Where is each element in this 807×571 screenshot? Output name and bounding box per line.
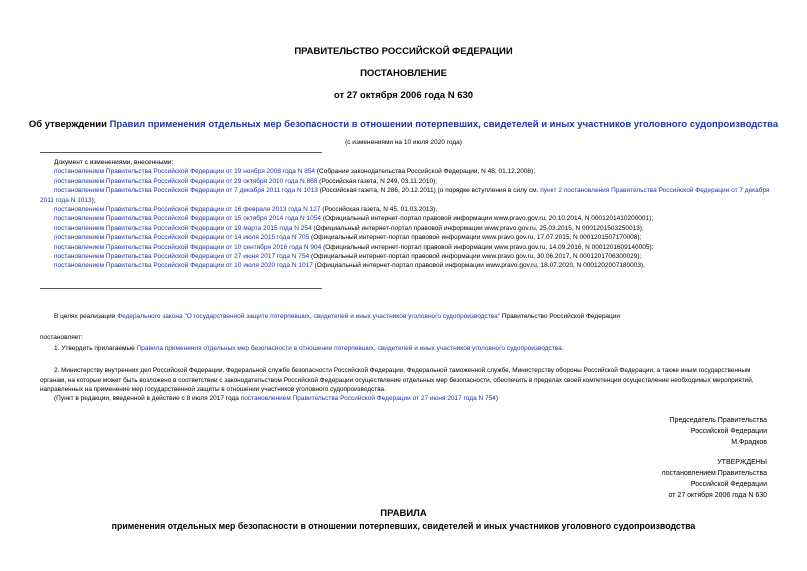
amendment-source: (Официальный интернет-портал правовой информации www.pravo.gov.ru, 30.06.2017, N 0001201706300029); xyxy=(309,253,642,261)
changes-top-divider xyxy=(40,152,322,153)
rules-subtitle: применения отдельных мер безопасности в отношении потерпевших, свидетелей и иных участников уголовного судопроизводства xyxy=(111,521,696,531)
approval-line-4: от 27 октября 2006 года N 630 xyxy=(668,492,767,499)
amendment-link[interactable]: постановлением Правительства Российской Федерации от 27 июня 2017 года N 754 xyxy=(54,253,310,261)
amendment-link[interactable]: постановлением Правительства Российской Федерации от 10 июля 2020 года N 1017 xyxy=(54,262,313,270)
list-item xyxy=(40,167,780,176)
list-item xyxy=(40,233,780,242)
changes-intro: Документ с изменениями, внесенными: xyxy=(54,159,174,166)
amendment-link[interactable]: постановлением Правительства Российской Федерации от 14 июля 2015 года N 705 xyxy=(54,234,310,242)
amendment-suffix: ); xyxy=(91,196,96,204)
amendment-source: (Официальный интернет-портал правовой информации www.pravo.gov.ru, 14.09.2016, N 0001201609140005); xyxy=(321,243,654,251)
approval-line-3: Российской Федерации xyxy=(690,481,767,488)
signature-block xyxy=(670,415,767,448)
approval-heading: УТВЕРЖДЕНЫ xyxy=(717,459,767,466)
amendment-754-link[interactable]: постановлением Правительства Российской Федерации от 27 июня 2017 года N 754 xyxy=(240,395,496,402)
document-title xyxy=(0,119,807,130)
amendment-link[interactable]: постановлением Правительства Российской Федерации от 29 октября 2010 года N 868 xyxy=(54,177,318,185)
amendment-source: (Российская газета, N 286, 20.12.2011) (о порядке вступления в силу см. xyxy=(317,187,541,195)
note-prefix: (Пункт в редакции, введенной в действие с 8 июля 2017 года xyxy=(54,395,241,402)
amendment-link[interactable]: постановлением Правительства Российской Федерации от 19 ноября 2008 года N 854 xyxy=(54,168,316,176)
preamble-prefix: В целях реализации xyxy=(54,313,118,320)
approval-line-2: постановлением Правительства xyxy=(661,470,767,477)
clause-1-prefix: 1. Утвердить прилагаемые xyxy=(54,345,137,352)
preamble-suffix: Правительство Российской Федерации xyxy=(500,313,621,320)
list-item xyxy=(40,205,780,214)
signature-country: Российской Федерации xyxy=(690,428,767,435)
amendment-source: (Официальный интернет-портал правовой информации www.pravo.gov.ru, 20.10.2014, N 0001201410200001); xyxy=(320,215,654,223)
edition-note: (с изменениями на 10 июля 2020 года) xyxy=(345,139,462,146)
amendment-link[interactable]: постановлением Правительства Российской Федерации от 7 декабря 2011 года N 1013 xyxy=(54,187,318,195)
federal-law-link[interactable]: Федерального закона "О государственной защите потерпевших, свидетелей и иных участников уголовного судопроизводства" xyxy=(117,313,501,320)
amendment-source: (Российская газета, N 249, 03.11.2010); xyxy=(317,177,438,185)
changes-bottom-divider xyxy=(40,288,322,289)
amendment-source: (Официальный интернет-портал правовой информации www.pravo.gov.ru, 18.07.2020, N 0001202007180003). xyxy=(312,262,645,270)
signature-title: Председатель Правительства xyxy=(669,417,767,424)
rules-link[interactable]: Правила применения отдельных мер безопасности в отношении потерпевших, свидетелей и иных участников уголовного судопроизводства xyxy=(136,345,562,352)
list-item xyxy=(40,243,780,252)
amendment-source: (Официальный интернет-портал правовой информации www.pravo.gov.ru, 17.07.2015, N 0001201507170008); xyxy=(309,234,642,242)
decree-word: постановляет: xyxy=(40,334,83,341)
amendment-link[interactable]: постановлением Правительства Российской Федерации от 16 февраля 2013 года N 127 xyxy=(54,206,321,214)
changes-list xyxy=(40,158,780,271)
amendment-effective-link[interactable]: пункт 2 постановления Правительства Российской Федерации от 7 декабря 2011 года N 1013 xyxy=(40,187,770,204)
list-item xyxy=(40,214,780,223)
clause-2: 2. Министерству внутренних дел Российской Федерации, Федеральной службе безопасности Российской Федерации, Федеральной таможенной службе, Министерству обороны Российской Федерации, а также иным государственным органам, на которые может быть возложено в соответствии с законодательством Российской Федерации осуществление отдельных мер безопасности, обеспечить в пределах своей компетенции осуществление необходимых мероприятий, направленных на применение мер государственной защиты в отношении участников уголовного судопроизводства. xyxy=(40,367,754,393)
government-heading: ПРАВИТЕЛЬСТВО РОССИЙСКОЙ ФЕДЕРАЦИИ xyxy=(294,46,513,57)
document-type: ПОСТАНОВЛЕНИЕ xyxy=(360,68,447,79)
title-link[interactable]: Правил применения отдельных мер безопасности в отношении потерпевших, свидетелей и иных участников уголовного судопроизводства xyxy=(109,119,779,130)
list-item xyxy=(40,261,780,270)
amendment-link[interactable]: постановлением Правительства Российской Федерации от 15 октября 2014 года N 1054 xyxy=(54,215,321,223)
amendment-source: (Российская газета, N 45, 01.03.2013). xyxy=(320,206,438,214)
list-item xyxy=(40,224,780,233)
approval-block xyxy=(662,457,767,501)
clause-2-note xyxy=(54,394,498,404)
list-item xyxy=(40,177,780,186)
amendment-source: (Собрание законодательства Российской Федерации, N 48, 01.12.2008); xyxy=(315,168,536,176)
rules-title: ПРАВИЛА xyxy=(380,508,427,519)
note-suffix: ) xyxy=(495,395,499,402)
document-date: от 27 октября 2006 года N 630 xyxy=(333,90,474,101)
amendment-link[interactable]: постановлением Правительства Российской Федерации от 10 сентября 2016 года N 904 xyxy=(54,243,322,251)
amendment-link[interactable]: постановлением Правительства Российской Федерации от 19 марта 2015 года N 254 xyxy=(54,224,312,232)
list-item xyxy=(40,186,780,205)
amendment-source: (Официальный интернет-портал правовой информации www.pravo.gov.ru, 25.03.2015, N 0001201503250013); xyxy=(311,224,644,232)
signature-name: М.Фрадков xyxy=(731,439,767,446)
title-prefix: Об утверждении xyxy=(28,119,107,130)
preamble xyxy=(54,312,620,322)
list-item xyxy=(40,252,780,261)
clause-1-suffix: . xyxy=(561,345,564,352)
clause-1 xyxy=(54,344,564,354)
